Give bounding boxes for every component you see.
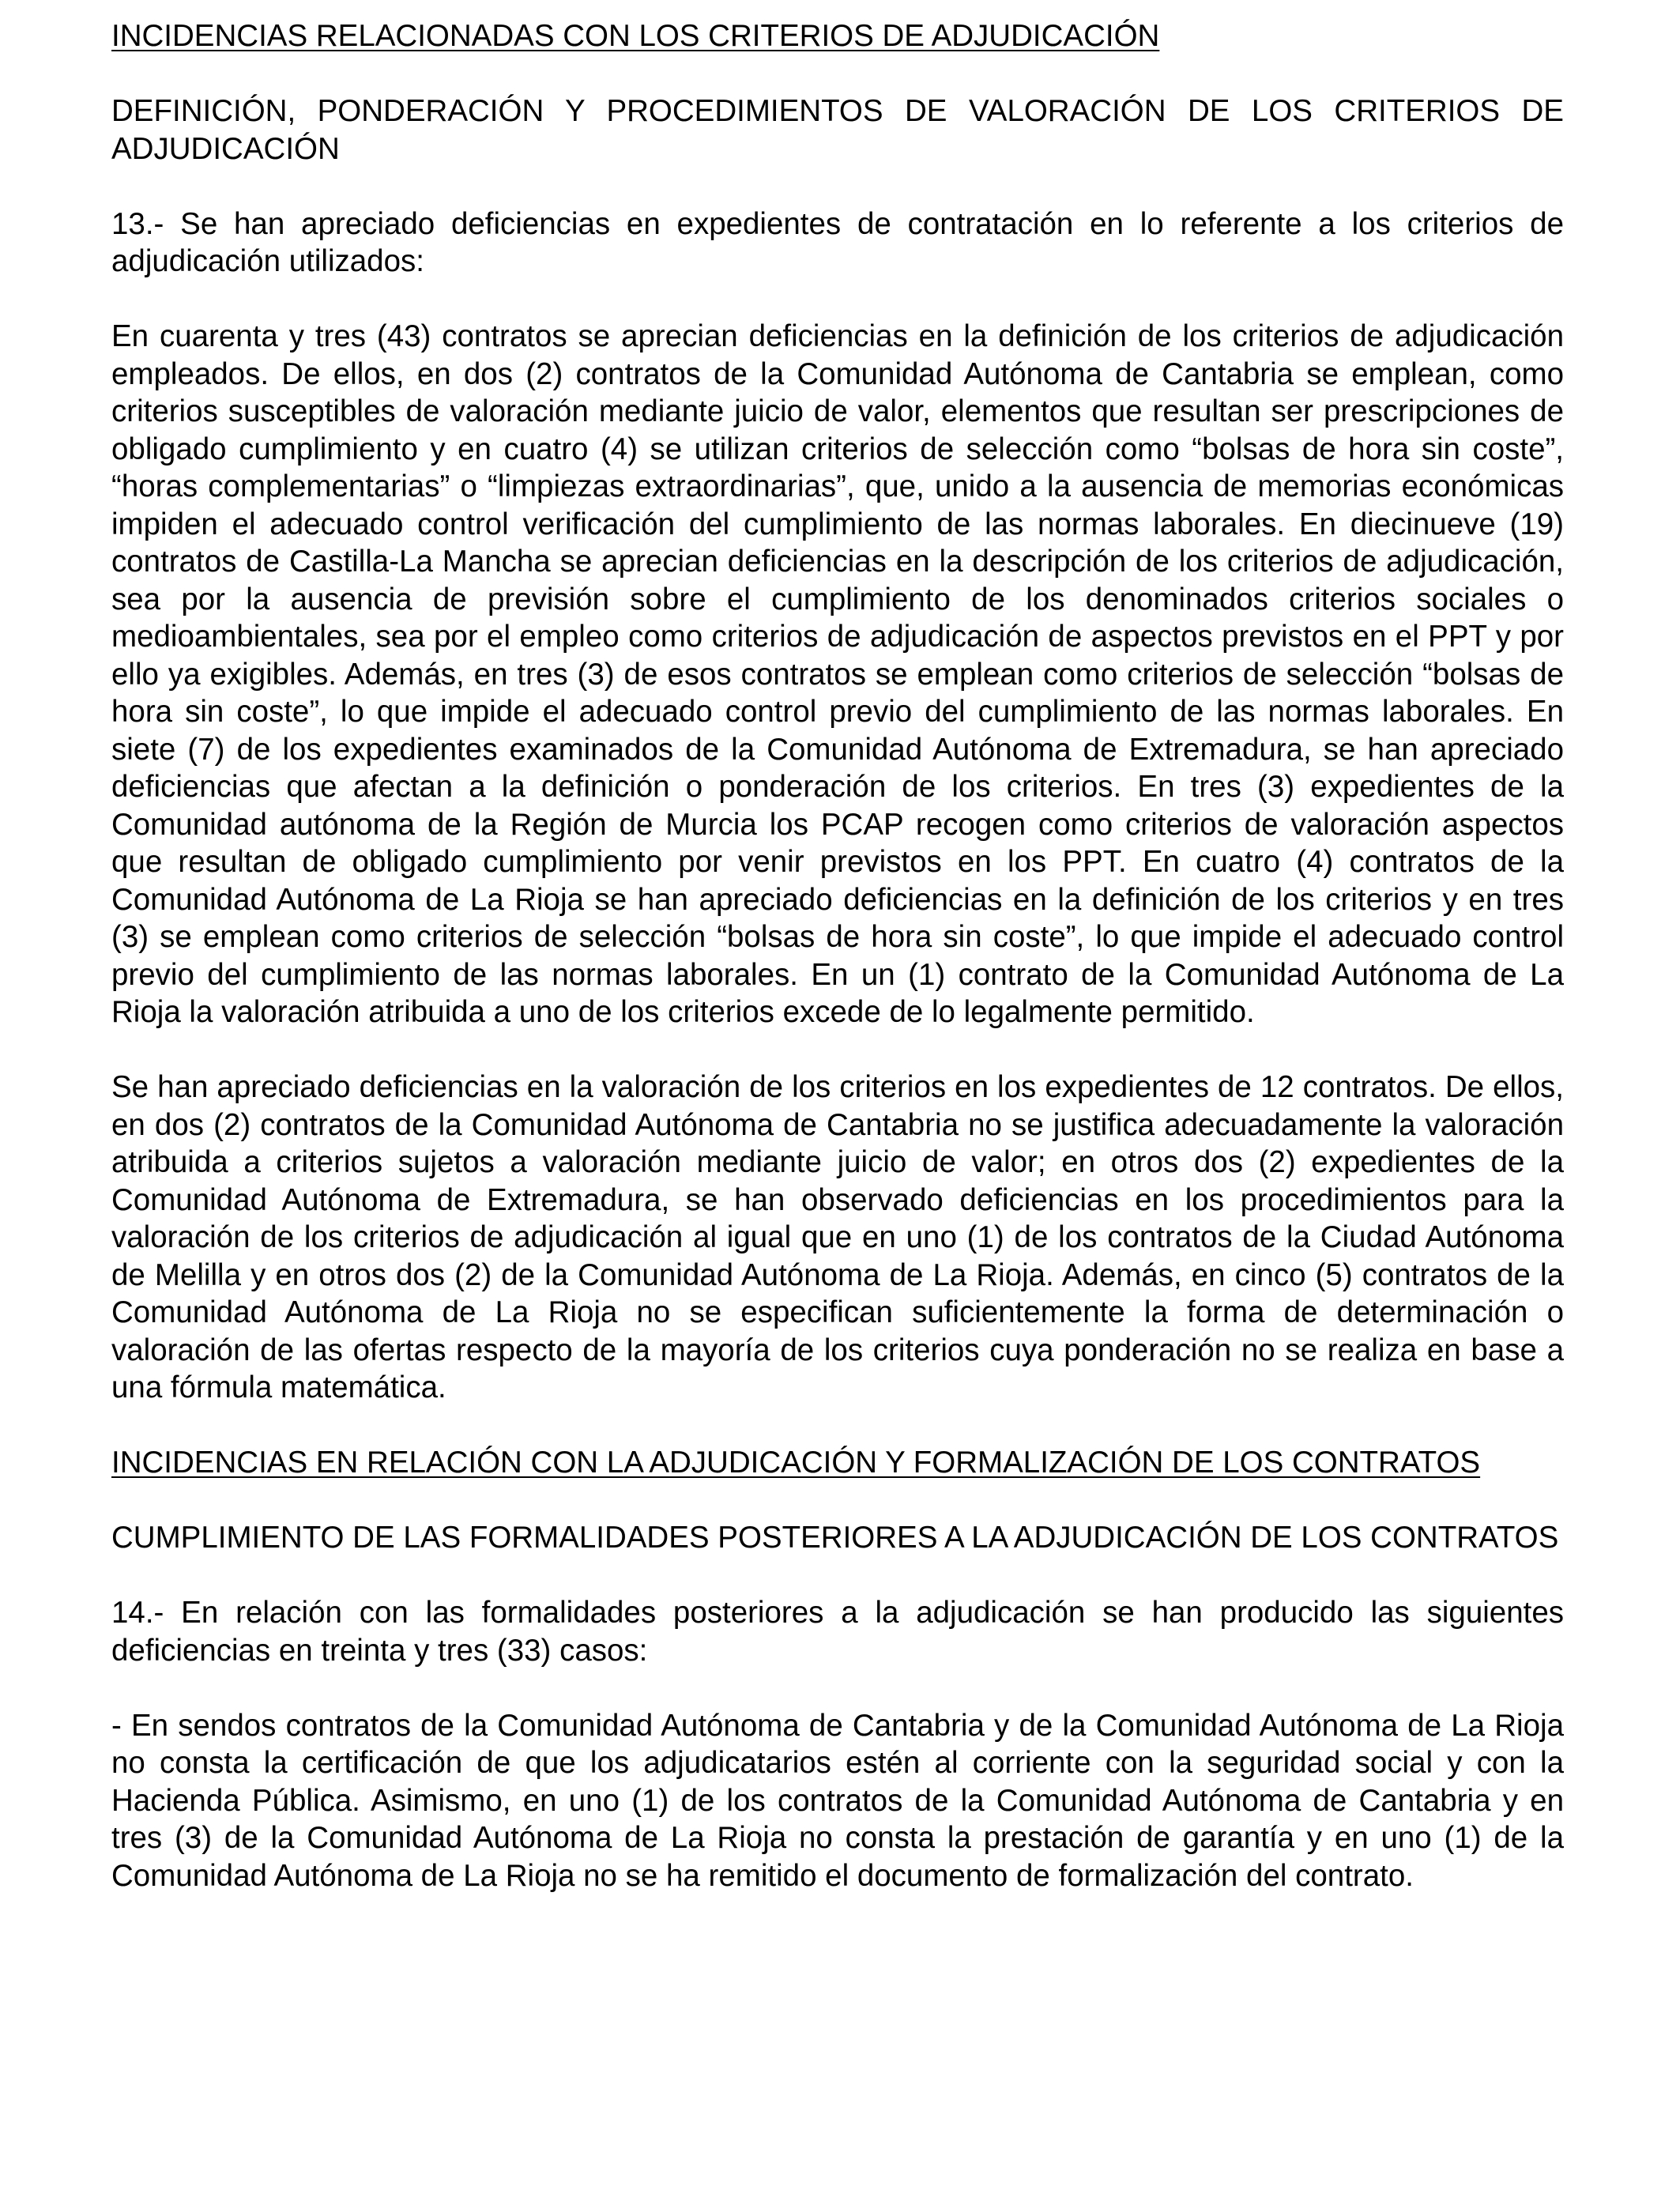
paragraph-13: 13.- Se han apreciado deficiencias en expedientes de contratación en lo referente a los criterios de adjudicación utilizados: — [111, 206, 1564, 278]
section-heading-award-criteria: INCIDENCIAS RELACIONADAS CON LOS CRITERIOS DE ADJUDICACIÓN — [111, 19, 1160, 53]
spacer — [111, 281, 1564, 319]
section-heading-award-formalization: INCIDENCIAS EN RELACIÓN CON LA ADJUDICACIÓN Y FORMALIZACIÓN DE LOS CONTRATOS — [111, 1446, 1481, 1480]
spacer — [111, 1407, 1564, 1445]
spacer — [111, 1482, 1564, 1520]
spacer — [111, 168, 1564, 205]
spacer — [111, 1557, 1564, 1595]
subsection-heading-definition: DEFINICIÓN, PONDERACIÓN Y PROCEDIMIENTOS DE VALORACIÓN DE LOS CRITERIOS DE ADJUDICACIÓN — [111, 94, 1564, 166]
spacer — [111, 55, 1564, 93]
spacer — [111, 1031, 1564, 1069]
spacer — [111, 1669, 1564, 1707]
paragraph-criteria-definition: En cuarenta y tres (43) contratos se aprecian deficiencias en la definición de los criterios de adjudicación empleados. De ellos, en dos (2) contratos de la Comunidad Autónoma de Cantabria se emplean, como criterios susceptibles de valoración mediante juicio de valor, elementos que resultan ser prescripciones de obligado cumplimiento y en cuatro (4) se utilizan criterios de selección como “bolsas de hora sin coste”, “horas complementarias” o “limpiezas extraordinarias”, que, unido a la ausencia de memorias económicas impiden el adecuado control verificación del cumplimiento de las normas laborales. En diecinueve (19) contratos de Castilla-La Mancha se aprecian deficiencias en la descripción de los criterios de adjudicación, sea por la ausencia de previsión sobre el cumplimiento de los denominados criterios sociales o medioambientales, sea por el empleo como criterios de adjudicación de aspectos previstos en el PPT y por ello ya exigibles. Además, en tres (3) de esos contratos se emplean como criterios de selección “bolsas de hora sin coste”, lo que impide el adecuado control previo del cumplimiento de las normas laborales. En siete (7) de los expedientes examinados de la Comunidad Autónoma de Extremadura, se han apreciado deficiencias que afectan a la definición o ponderación de los criterios. En tres (3) expedientes de la Comunidad autónoma de la Región de Murcia los PCAP recogen como criterios de valoración aspectos que resultan de obligado cumplimiento por venir previstos en los PPT. En cuatro (4) contratos de la Comunidad Autónoma de La Rioja se han apreciado deficiencias en la definición de los criterios y en tres (3) se emplean como criterios de selección “bolsas de hora sin coste”, lo que impide el adecuado control previo del cumplimiento de las normas laborales. En un (1) contrato de la Comunidad Autónoma de La Rioja la valoración atribuida a uno de los criterios excede de lo legalmente permitido. — [111, 319, 1564, 1029]
paragraph-criteria-valuation: Se han apreciado deficiencias en la valoración de los criterios en los expedientes de 12 contratos. De ellos, en dos (2) contratos de la Comunidad Autónoma de Cantabria no se justifica adecuadamente la valoración atribuida a criterios sujetos a valoración mediante juicio de valor; en otros dos (2) expedientes de la Comunidad Autónoma de Extremadura, se han observado deficiencias en los procedimientos para la valoración de los criterios de adjudicación al igual que en uno (1) de los contratos de la Ciudad Autónoma de Melilla y en otros dos (2) de la Comunidad Autónoma de La Rioja. Además, en cinco (5) contratos de la Comunidad Autónoma de La Rioja no se especifican suficientemente la forma de determinación o valoración de las ofertas respecto de la mayoría de los criterios cuya ponderación no se realiza en base a una fórmula matemática. — [111, 1070, 1564, 1404]
subsection-heading-formalities: CUMPLIMIENTO DE LAS FORMALIDADES POSTERIORES A LA ADJUDICACIÓN DE LOS CONTRATOS — [111, 1521, 1559, 1555]
document-page — [111, 17, 1564, 1894]
paragraph-14: 14.- En relación con las formalidades posteriores a la adjudicación se han producido las siguientes deficiencias en treinta y tres (33) casos: — [111, 1596, 1564, 1668]
paragraph-bullet-1: - En sendos contratos de la Comunidad Autónoma de Cantabria y de la Comunidad Autónoma de La Rioja no consta la certificación de que los adjudicatarios estén al corriente con la seguridad social y con la Hacienda Pública. Asimismo, en uno (1) de los contratos de la Comunidad Autónoma de Cantabria y en tres (3) de la Comunidad Autónoma de La Rioja no consta la prestación de garantía y en uno (1) de la Comunidad Autónoma de La Rioja no se ha remitido el documento de formalización del contrato. — [111, 1708, 1564, 1893]
